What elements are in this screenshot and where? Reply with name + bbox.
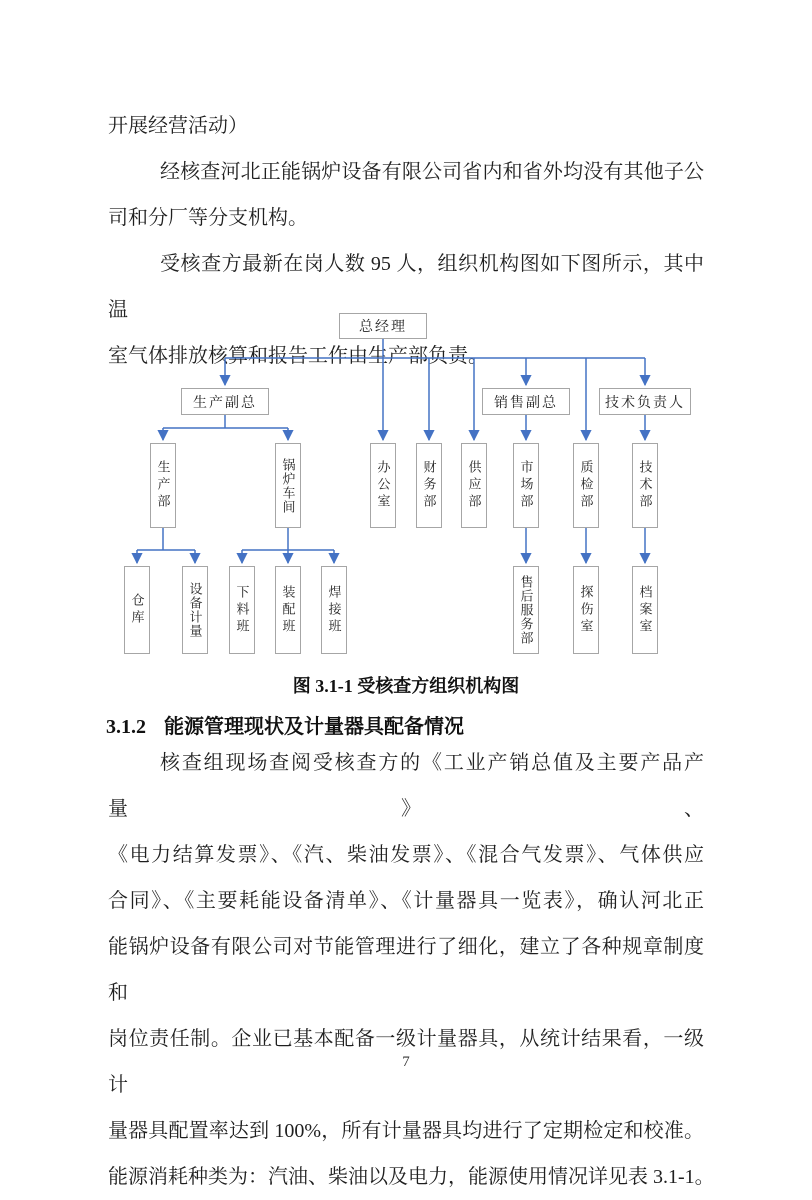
section-number: 3.1.2 [106,716,146,738]
section-title: 能源管理现状及计量器具配备情况 [164,716,464,738]
paragraph-line: 核查组现场查阅受核查方的《工业产销总值及主要产品产量》、 [108,752,704,820]
org-node-production-dept: 生产部 [150,443,176,528]
paragraph-line: 司和分厂等分支机构。 [108,207,308,229]
section-heading [106,712,706,742]
figure-caption: 图 3.1-1 受核查方组织机构图 [292,676,520,696]
paragraph-line: 量器具配置率达到 100%，所有计量器具均进行了定期检定和校准。 [108,1120,704,1142]
org-node-finance-dept: 财务部 [416,443,442,528]
org-node-archive-room: 档案室 [632,566,658,654]
org-node-flaw-detection-room: 探伤室 [573,566,599,654]
org-node-after-sales-dept: 售后服务部 [513,566,539,654]
body-paragraph [108,740,715,1200]
paragraph-line: 室气体排放核算和报告工作由生产部负责。 [108,345,488,367]
paragraph-line: 受核查方最新在岗人数 95 人，组织机构图如下图所示，其中温 [108,253,704,321]
paragraph-line: 能锅炉设备有限公司对节能管理进行了细化，建立了各种规章制度和 [108,936,704,1004]
org-node-market-dept: 市场部 [513,443,539,528]
paragraph-line: 能源消耗种类为：汽油、柴油以及电力，能源使用情况详见表 3.1-1。 [108,1166,715,1188]
org-node-cutting-team: 下料班 [229,566,255,654]
org-node-assembly-team: 装配班 [275,566,301,654]
org-chart-figure [121,300,693,656]
paragraph-line: 经核查河北正能锅炉设备有限公司省内和省外均没有其他子公 [160,161,704,183]
page-number: 7 [402,1054,410,1070]
org-node-welding-team: 焊接班 [321,566,347,654]
org-node-tech-lead: 技术负责人 [599,388,691,415]
paragraph-line: 开展经营活动） [108,115,248,137]
paragraph-line: 《电力结算发票》、《汽、柴油发票》、《混合气发票》、气体供应 [108,844,704,866]
org-node-tech-dept: 技术部 [632,443,658,528]
org-node-production-vp: 生产副总 [181,388,269,415]
org-node-office: 办公室 [370,443,396,528]
org-node-sales-vp: 销售副总 [482,388,570,415]
org-node-supply-dept: 供应部 [461,443,487,528]
paragraph-line: 合同》、《主要耗能设备清单》、《计量器具一览表》，确认河北正 [108,890,704,912]
org-node-qc-dept: 质检部 [573,443,599,528]
org-node-ceo: 总经理 [339,313,427,339]
org-node-boiler-workshop: 锅炉车间 [275,443,301,528]
paragraph-line: 岗位责任制。企业已基本配备一级计量器具，从统计结果看，一级计 [108,1028,704,1096]
org-node-warehouse: 仓库 [124,566,150,654]
org-node-equipment-metering: 设备计量 [182,566,208,654]
